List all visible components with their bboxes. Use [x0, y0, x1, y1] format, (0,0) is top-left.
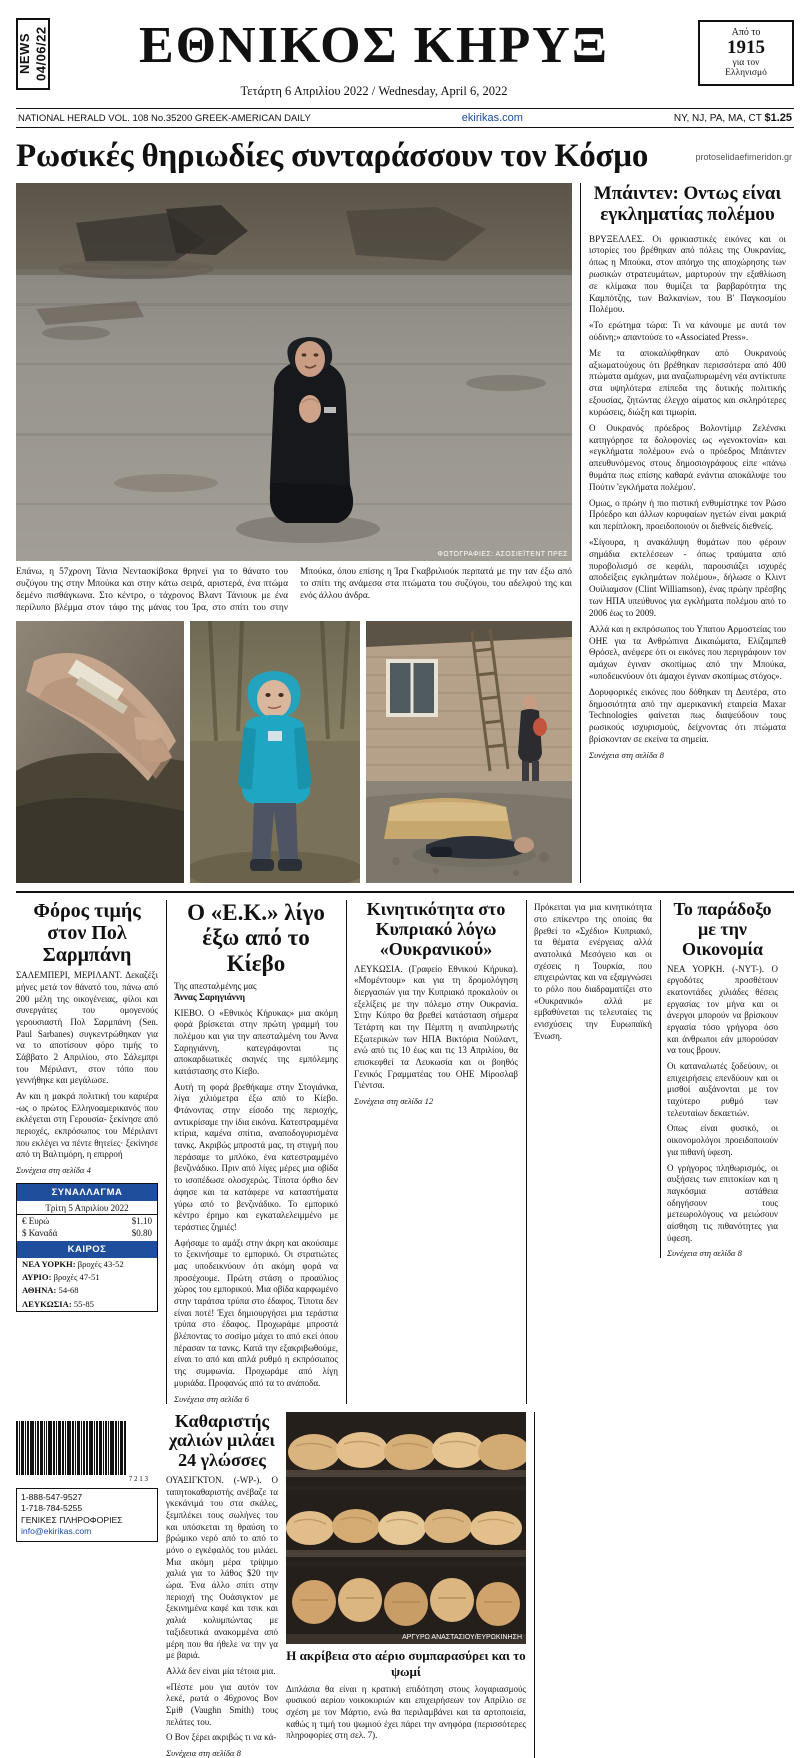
news-date-badge [16, 18, 50, 90]
economy-paragraph: Ο γρήγορος πληθωρισμός, οι αυξήσεις των επιτοκίων και η παγκόσμια αστάθεια οδηγήσουν τους μετεωρολόγους να μειώσουν αίσθηση τις πιθανότητες για ύφεση. [667, 1162, 778, 1243]
price-info [674, 112, 792, 124]
sarbanes-paragraph: Αν και η μακρά πολιτική του καριέρα -ως ο πρώτος Ελληνοαμερικανός που εκλέγεται στη Γερουσία- ξεκίνησε από περιοχές, εκπρόσωπος του Μέριλαντ που εκλέγει να πέντε θητείες· ξεκίνησε από τη Βαλτιμόρη, η επιρροή [16, 1091, 158, 1160]
carpet-continued[interactable]: Συνέχεια στη σελίδα 8 [166, 1748, 241, 1758]
weather-row [17, 1298, 157, 1311]
barcode [16, 1421, 148, 1475]
rc-paragraph: Ο Ουκρανός πρόεδρος Βολοντίμιρ Ζελένσκι κατηγόρησε τα δολοφονίες ως «γενοκτονία» και «εγκλήματα πολέμου» ενώ ο πρόεδρος Μπάιντεν απευθυνόμενος στους δημοσιογράφους είπε «πάνω θυμάτα πως επίσης καθαρά ενάντια αποκάλυψε του Πούτιν 'εγκλήματα πολέμου'. [589, 422, 786, 492]
cyprus-body [354, 964, 518, 1093]
photo-boy-image [190, 621, 360, 883]
photo-bound-hands-image [16, 621, 184, 883]
weather-row [17, 1284, 157, 1297]
carpet-paragraph: «Πέστε μου για αυτόν τον λεκέ, ρωτά ο 46χρονος Βον Σμίθ (Vaughn Smith) τους πελάτες του. [166, 1681, 278, 1727]
currency-value: $0.80 [131, 1228, 152, 1239]
photo-street-bodies-image [366, 621, 572, 883]
rc-paragraph: Δορυφορικές εικόνες που δόθηκαν τη Δευτέρα, στο δημοσιότητα από την αμερικανική εταιρεία Maxar Technologies φαίνεται πως διαψεύδουν τους ρωσικούς ισχυρισμούς, δείχνοντας ότι πτώματα βρίσκονταν σε εκείνα τα σημεία. [589, 686, 786, 745]
cyprus-continued[interactable]: Συνέχεια στη σελίδα 12 [354, 1096, 434, 1107]
kiev-paragraph: Αυτή τη φορά βρεθήκαμε στην Στογιάνκα, λίγα χιλιόμετρα έξω από το Κίεβο. Φτάνοντας στην είσοδο της περιοχής, αντικρίσαμε την ίδια εικόνα. Κατεστραμμένα κτίρια, καμένα σπίτια, αναποδογυρισμένα τανκς. Ακριβώς μπροστά μας, τη στιγμή που περάσαμε το μπλόκο, ένα κατεστραμμένο βενζινάδικο. Πριν από λίγες μέρες μια οβίδα το ισοπέδωσε ολοσχερώς. Τίποτα όρθιο δεν άφησε και τα κατάφερε να καταστήματα γύρω από το βενζινάδικο. Το εμπορικό κέντρο έρημο και εγκαταλελειμμένο με τεράστιες ζημιές! [174, 1081, 338, 1232]
since-box-line4: Ελληνισμό [725, 67, 767, 78]
kiev-byline [174, 981, 338, 1004]
since-box-year: 1915 [727, 37, 765, 58]
sarbanes-title-line3: Σαρμπάνη [42, 944, 132, 967]
weather-row [17, 1271, 157, 1284]
economy-title: Το παράδοξο με την Οικονομία [673, 899, 772, 959]
kiev-title: Ο «Ε.Κ.» λίγο έξω από το Κίεβο [187, 900, 325, 976]
bread-photo-subtext: Διπλάσια θα είναι η κρατική επιδότηση στους λογαριασμούς φυσικού αερίου νοικοκυριών και επιχειρήσεων τον Απρίλιο σε σχέση με τον Μάρτιο, ενώ θα περιλαμβάνει και τα αρτοποιεία, καθώς η τιμή του ψωμιού έχει πάρει την ανηφόρα (περισσότερες πληροφορίες στη σελ. 7). [286, 1683, 526, 1741]
carpet-paragraph: Αλλά δεν είναι μία τέτοια μια. [166, 1665, 276, 1676]
article-cyprus [346, 900, 518, 1403]
article-kiev [166, 900, 338, 1403]
article-economy [526, 900, 778, 1403]
barcode-number: 7 2 1 3 [128, 1474, 148, 1483]
lower-section [16, 891, 794, 1403]
kiev-paragraph: ΚΙΕΒΟ. Ο «Εθνικός Κήρυκας» μια ακόμη φορά βρίσκεται στην πρώτη γραμμή του πολέμου και για την απεσταλμένη του Άννα Σαρηγιάννη, κατεγράφονται τις αποκαρδιωτικές σκηνές της εμπόλεμης κατάστασης στο Κίεβο. [174, 1007, 338, 1076]
economy-paragraph: ΝΕΑ ΥΟΡΚΗ. (-ΝΥΤ-). Ο εργοδότες προσθέτουν εκατοντάδες χιλιάδες θέσεις εργασίας τον μήνα και οι άνεργοι μπορούν να βρίσκουν εργασία τόσο γρήγορα όσο και άνθρωποι εάν μπορούσαν να τους βρουν. [667, 963, 778, 1056]
watermark-text: protoselidaefimeridon.gr [695, 152, 792, 162]
right-column-body [589, 234, 786, 761]
caption-left: Επάνω, η 57χρονη Τάνια Νεντασκίβσκα θρηνεί για το θάνατο του συζύγου της στην Μπούκα και στην κάτω σειρά, αριστερά, ένα πτώμα δεμένο πισθάγκωνα. Στο κέντρο, ο τάχρονος Βλαντ Τάνιουκ με ένα περίλυπο βλέμμα στον [16, 567, 288, 614]
weather-row [17, 1258, 157, 1271]
info-bar-left: NATIONAL HERALD VOL. 108 No.35200 GREEK-AMERICAN DAILY [18, 112, 311, 124]
weather-city: ΛΕΥΚΩΣΙΑ: [22, 1298, 72, 1309]
barcode-wrap [16, 1421, 158, 1483]
contact-box [16, 1488, 158, 1542]
rc-paragraph: Ομως, ο πρώην ή πιο πιστική ενθυμίστηκε τον Ρώσο Πρόεδρο και άλλων κορυφαίων ηγετών είναι μακριά και περίπλοκη, προειδοποιούν οι διεθνείς διεθνείς. [589, 497, 786, 532]
lead-photo-image [16, 183, 572, 561]
price-value: $1.25 [764, 112, 792, 124]
weather-city: ΑΥΡΙΟ: [22, 1272, 52, 1283]
weather-city: ΝΕΑ ΥΟΡΚΗ: [22, 1259, 76, 1270]
carpet-paragraph: Ο Βον ξέρει ακριβώς τι να κά- [166, 1732, 277, 1743]
headline-row [16, 138, 794, 175]
bread-photo-caption: Η ακρίβεια στο αέριο συμπαρασύρει και το ψωμί [286, 1647, 526, 1679]
cyprus-sidebar-paragraph: Πρόκειται για μια κινητικότητα στο επίκεντρο της οποίας θα βρεθεί το «Σχέδιο» Κυπριακό, τα θέματα ενέργειας αλλά ανατολικά Μεσόγειο και οι σχέσεις η Τουρκία, που επιχειρώντας και να εξαμγνώσει το ρόλο που διαδραματίζει στο «Ουκρανικό» αλλά με εμβαθύνεται τις τελευταίες τις ενισχύσεις την Ευρωπαϊκή Ένωση. [534, 902, 652, 1041]
rc-continued[interactable]: Συνέχεια στη σελίδα 8 [589, 749, 664, 760]
sarbanes-paragraph: ΣΑΛΕΜΠΕΡΙ, ΜΕΡΙΛΑΝΤ. Δεκαζέξι μήνες μετά τον θάνατό του, πάνω από 200 μέλη της οικογένειας, φίλοι και συνεργάτες του ομογενούς γερουσιαστή Πολ Σαρμπάνη (Sen. Paul Sarbanes) συγκεντρώθηκαν για να το αποτίσουν φόρο τιμής το Σάββατο 2 Απριλίου, στο Σάλεμπρι του Μέριλαντ, στον τόπο που γεννήθηκε και μεγάλωσε. [16, 970, 158, 1086]
cyprus-title: Κινητικότητα στο Κυπριακό λόγω «Ουκρανικού» [366, 899, 506, 959]
contact-phone-2[interactable]: 1-718-784-5255 [21, 1503, 83, 1514]
rc-paragraph: Αλλά και η εκπρόσωπος του Υπατου Αρμοστείας του ΟΗΕ για τα Ανθρώπινα Δικαιώματα, Ελίζαμπεθ Θρόσελ, ανέφερε ότι οι εικόνες που περιγράφουν τον αμάχων έγιναν σκοπίμως από την Μπούκα, «υποδεικνύουν ότι άμαχοι έγιναν σκοπίμως στόχος». [589, 623, 786, 681]
economy-paragraph: Οπως είναι φυσικό, οι οικονομολόγοι προειδοποιούν για πιθανή ύφεση. [667, 1123, 778, 1157]
currency-row [17, 1215, 157, 1227]
contact-info-label: ΓΕΝΙΚΕΣ ΠΛΗΡΟΦΟΡΙΕΣ [21, 1514, 123, 1525]
bread-photo-image [286, 1412, 526, 1644]
currency-label: $ Καναδά [22, 1228, 58, 1239]
cyprus-sidebar-body [534, 902, 652, 1042]
website-link[interactable]: ekirikas.com [461, 112, 523, 124]
cyprus-sidebar [534, 900, 652, 1258]
kiev-continued[interactable]: Συνέχεια στη σελίδα 6 [174, 1393, 249, 1404]
carpet-title-line2: χαλιών μιλάει [169, 1430, 275, 1451]
bread-article [166, 1412, 526, 1758]
paper-date: Τετάρτη 6 Απριλίου 2022 / Wednesday, April 6, 2022 [240, 84, 508, 98]
carpet-paragraph: ΟΥΑΣΙΓΚΤΟΝ. (-WP-). Ο ταπητοκαθαριστής ανέβαζε τα γκεκάνιμά του στα σκάλες, ξεμπλέκει τους σωλήνες του και υπόσκεται τη θραύση το βρώμικο νερό από το από το μόνο ο εγκέφαλός του μιλάει. Μια ακόμη μέρα τρίψιμο χαλιά για το λάθος $20 την ώρα. Ένα άλλο σπίτι στην περιοχή της Ουάσιγκτον με ξεκινημένα καφέ και τσικ και χαλιά κολυμπώντας με ταξιδευτικά ανακομμένα από μέρη που θα ήθελε να την γα με βαριά. [166, 1474, 278, 1661]
economy-body [667, 964, 778, 1245]
rc-paragraph: ΒΡΥΞΕΛΛΕΣ. Οι φρικιαστικές εικόνες και οι ιστορίες του βρέθηκαν από πόλεις της Ουκρανίας, όπως η Μπούκα, στον απόηχο της αποχώρησης των ρωσικών στρατευμάτων, μαρτυρούν την εξαθλίωση σε κλίμακα που θυμίζει τα βαρβαρότητα της Καμπότζης, των Βαλκανίων, του Β' Παγκοσμίου Πολέμου. [589, 233, 786, 315]
since-box-line1: Από το [731, 27, 761, 38]
weather-text: 54-68 [58, 1285, 79, 1296]
price-regions: ΝΥ, ΝJ, ΡΑ, ΜΑ, CT [673, 113, 762, 124]
weather-text: βροχές 43-52 [77, 1259, 124, 1270]
photo-strip [16, 621, 572, 883]
kiev-byline-pre: Της απεσταλμένης μας [174, 981, 257, 992]
sarbanes-body [16, 970, 158, 1161]
bottom-right-spacer [534, 1412, 786, 1758]
article-sarbanes [16, 900, 158, 1403]
photo-bound-hands [16, 621, 184, 883]
caption-right: τάφο της μάνας του Ίρα, στο σπίτι του στην Μπούκα, όπου επίσης η Ίρα Γκαβριλιούκ περπατά με την ταν έξω από το σπίτι της ανάμεσα στα πτώματα του συζύγου, του αδελφού της και ενός άλλου άνδρα. [108, 567, 572, 614]
barcode-block [16, 1412, 158, 1758]
right-column-article [580, 183, 786, 883]
bread-photo-credit: ΑΡΓΥΡΩ ΑΝΑΣΤΑΣΙΟΥ/ΕΥΡΩΚΙΝΗΣΗ [402, 1633, 522, 1641]
carpet-title [166, 1412, 278, 1471]
lead-photo-caption [16, 566, 572, 614]
since-box-line3: για τον [732, 57, 760, 68]
currency-label: € Ευρώ [22, 1216, 50, 1227]
weather-box-header: ΚΑΙΡΟΣ [17, 1241, 157, 1258]
carpet-cleaner-article [166, 1412, 278, 1758]
bottom-row [16, 1412, 794, 1758]
photo-street-bodies [366, 621, 572, 883]
photo-boy [190, 621, 360, 883]
currency-value: $1.10 [131, 1216, 152, 1227]
contact-email[interactable]: info@ekirikas.com [21, 1526, 92, 1537]
masthead [16, 14, 794, 100]
economy-continued[interactable]: Συνέχεια στη σελίδα 8 [667, 1248, 742, 1259]
weather-text: 55-85 [73, 1298, 94, 1309]
sarbanes-title-line2: στον Πολ [47, 922, 127, 945]
kiev-byline-name: Άννας Σαρηγιάννη [174, 992, 245, 1003]
currency-box-date: Τρίτη 5 Απριλίου 2022 [17, 1201, 157, 1215]
paper-title: ΕΘΝΙΚΟΣ ΚΗΡΥΞ [138, 17, 609, 74]
right-column-headline: Μπάιντεν: Οντως είναι εγκληματίας πολέμου [593, 183, 782, 226]
carpet-body [166, 1475, 278, 1744]
kiev-body [174, 1008, 338, 1390]
rc-paragraph: Με τα αποκαλύφθηκαν από Ουκρανούς αξιωματούχους ότι βρέθηκαν περισσότερα από 400 πτώματα αμάχων, μια αναζωπυρωμένη νέα αντίκτυπε στα υψηλότερα επίπεδα της δυτικής πολιτικής εξουσίας, ζητώντας έλεγχο αίματος και σκληρότερες κυρώσεις, διώξη και τιμωρία. [589, 347, 786, 417]
lead-photo-credit: ΦΩΤΟΓΡΑΦΙΕΣ: ΑΣΟΣΙΕΪΤΕΝΤ ΠΡΕΣ [437, 551, 568, 558]
carpet-title-line1: Καθαριστής [174, 1410, 270, 1431]
sarbanes-continued[interactable]: Συνέχεια στη σελίδα 4 [16, 1165, 91, 1176]
currency-row [17, 1227, 157, 1239]
main-content-grid [16, 183, 794, 883]
info-bar [16, 108, 794, 128]
masthead-center [50, 14, 698, 99]
economy-block [660, 900, 778, 1258]
bread-photo [286, 1412, 526, 1644]
news-date-badge-text: NEWS 04/06/22 [16, 26, 48, 82]
left-column [16, 183, 572, 883]
sarbanes-title-line1: Φόρος τιμής [33, 900, 141, 923]
main-headline: Ρωσικές θηριωδίες συνταράσσουν τον Κόσμο [16, 138, 649, 174]
kiev-paragraph: Αφήσαμε το αμάξι στην άκρη και ακούσαμε το ξεκινήσαμε το εμπορικό. Οι στρατιώτες μας υποδεικνύουν ότι ακόμη φορά να προσέχουμε. Πρώτη στάση ο προαύλιος χώρος του εμπορικού. Μια οβίδα καρφωμένο στην ταράτσα τρύπα στο έδαφος. Τίποτα δεν είναι ποτέ! Έχει δημιουργήσει μια τεράστια τρύπα στο έδαφος. Προχωράμε μπροστά βλέποντας το σοσίμο μάχει το από εκεί όπου πέρασαν τα τανκς. Κατά την εξακριβωθούμε, είναι το από και απλά ρυθμό η εκπρόσωπος της συμφωνία. Προχωράμε από λίγη μυριάδα. Προφανώς από τα το ανάποδα. [174, 1237, 338, 1388]
currency-box [16, 1183, 158, 1312]
economy-paragraph: Οι καταναλωτές ξοδεύουν, οι επιχειρήσεις επενδύουν και οι μισθοί αυξάνονται με τον ταχύτερο ρυθμό των τελευταίων δεκαετιών. [667, 1061, 778, 1118]
lead-photo [16, 183, 572, 561]
weather-city: ΑΘΗΝΑ: [22, 1285, 57, 1296]
currency-box-header: ΣΥΝΑΛΛΑΓΜΑ [17, 1184, 157, 1201]
since-box [698, 20, 794, 86]
carpet-title-line3: 24 γλώσσες [178, 1450, 266, 1471]
cyprus-paragraph: ΛΕΥΚΩΣΙΑ. (Γραφείο Εθνικού Κήρυκα). «Μομέντουμ» και για τη δρομολόγηση διεργασιών για την Κυπριακό προκαλούν οι εξελίξεις με την πόλεμο στην Ουκρανία. Στην Κύπρο θα βρεθεί κατάσταση σήμερα Τετάρτη και την Πέμπτη η αναπληρωτής Εξωτερικών των ΗΠΑ Βικτόρια Νούλαντ, ενώ από τις 10 έως και τις 13 Απριλίου, θα επισκεφθεί τα Λευκωσία και οι βοηθός Γενικός Γραμματέας του ΟΗΕ Μίροσλαβ Γιέντσα. [354, 963, 518, 1091]
bread-photo-block [286, 1412, 526, 1758]
sarbanes-title [16, 900, 158, 966]
contact-phone-1[interactable]: 1-888-547-9527 [21, 1491, 83, 1502]
weather-text: βροχές 47-51 [53, 1272, 100, 1283]
rc-paragraph: «Το ερώτημα τώρα: Τι να κάνουμε με αυτά τον ούδινη;» απαντούσε το «Associated Press». [589, 320, 786, 343]
rc-paragraph: «Σίγουρα, η ανακάλυψη θυμάτων που φέρουν σημάδια εκτελέσεων - όπως τραύματα από πυροβολισμό σε κεφάλι, παρουσιάζει ισχυρές αποδείξεις εγκλημάτων πολέμου», δήλωσε ο Κλιντ Ουίλιαμσον (Clint Williamson), ένας πρώην πρέσβης των ΗΠΑ υπεύθυνος για εγκλήματα πολέμου από το 2006 έως το 2009. [589, 537, 786, 618]
